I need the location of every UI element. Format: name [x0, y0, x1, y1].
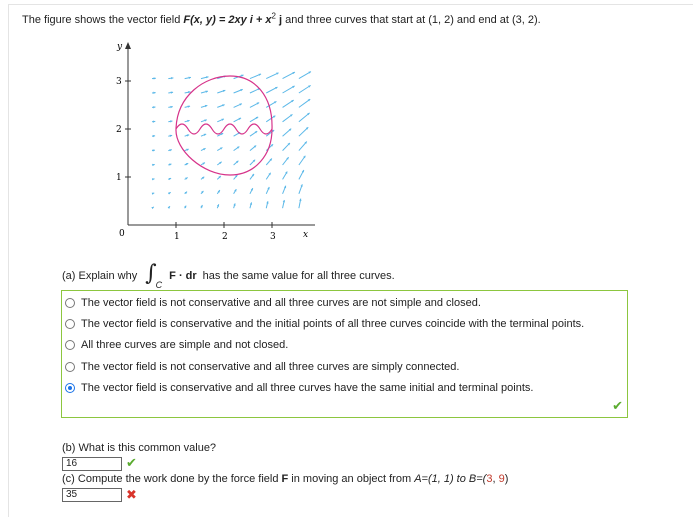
- choice-box: [61, 290, 628, 418]
- part-a-prefix: (a) Explain why: [62, 269, 138, 282]
- integrand: F · dr: [169, 269, 197, 282]
- choice-label: The vector field is conservative and all three curves have the same initial and terminal points.: [81, 382, 534, 394]
- part-b-answer-input[interactable]: 16: [62, 457, 122, 471]
- curve-lower-loop: [176, 129, 272, 175]
- field-arrowhead: [154, 77, 156, 79]
- part-b-question: (b) What is this common value?: [62, 442, 217, 454]
- cross-icon: ✖: [126, 487, 137, 502]
- curve-wavy: [176, 124, 272, 134]
- field-definition: F(x, y) = 2xy i + x: [183, 14, 272, 26]
- point-b-x: 3: [486, 473, 493, 485]
- check-icon: ✔: [126, 455, 137, 470]
- field-arrowhead: [153, 106, 155, 108]
- y-axis-arrowhead: [125, 42, 131, 49]
- origin-label: 0: [119, 229, 125, 239]
- x-tick-label: 2: [222, 232, 228, 242]
- check-icon: ✔: [612, 398, 623, 413]
- y-tick-label: 2: [116, 125, 122, 135]
- x-tick-label: 3: [270, 232, 276, 242]
- problem-statement: [22, 11, 541, 26]
- y-tick-label: 3: [116, 77, 122, 87]
- point-b-comma: ,: [492, 473, 499, 485]
- choice-1[interactable]: [65, 297, 481, 309]
- radio-button[interactable]: [65, 298, 75, 308]
- intro-text-end: and three curves that start at (1, 2) and end at (3, 2).: [282, 14, 541, 26]
- choice-4[interactable]: [65, 361, 459, 373]
- field-arrowhead: [151, 207, 153, 209]
- y-tick-label: 1: [116, 173, 122, 183]
- part-c-answer-input[interactable]: 35: [62, 488, 122, 502]
- radio-button[interactable]: [65, 340, 75, 350]
- point-b-suffix: ): [504, 473, 509, 485]
- choice-label: All three curves are simple and not closed.: [81, 339, 289, 351]
- choice-3[interactable]: [65, 339, 288, 351]
- curve-upper-loop: [176, 76, 272, 129]
- integral-subscript: C: [155, 279, 163, 290]
- radio-button[interactable]: [65, 362, 75, 372]
- choice-label: The vector field is not conservative and all three curves are simply connected.: [81, 361, 460, 373]
- x-axis-label: x: [303, 230, 309, 240]
- point-b-y: 9: [498, 473, 505, 485]
- part-c-question: [62, 473, 508, 485]
- part-c-text: (c) Compute the work done by the force field: [62, 473, 282, 485]
- point-a: A=(1, 1): [414, 473, 454, 485]
- part-c-to: to: [453, 473, 469, 485]
- intro-text: The figure shows the vector field: [22, 14, 184, 26]
- choice-2[interactable]: [65, 318, 584, 330]
- radio-button[interactable]: [65, 319, 75, 329]
- part-a-suffix: has the same value for all three curves.: [202, 269, 395, 282]
- choice-label: The vector field is not conservative and all three curves are not simple and closed.: [81, 297, 481, 309]
- vector-field-figure: [105, 40, 320, 245]
- part-c-text: in moving an object from: [288, 473, 415, 485]
- choice-5[interactable]: [65, 382, 533, 394]
- choice-label: The vector field is conservative and the initial points of all three curves coincide with the terminal points.: [81, 318, 585, 330]
- integral-sign: ∫: [145, 261, 157, 286]
- part-c-force: F: [281, 473, 289, 485]
- part-a-question: [62, 263, 395, 288]
- radio-button-selected[interactable]: [65, 383, 75, 393]
- field-tail: j: [275, 14, 283, 26]
- x-tick-label: 1: [174, 232, 180, 242]
- y-ticks: [116, 77, 131, 183]
- point-b-prefix: B=(: [468, 473, 487, 485]
- y-axis-label: y: [117, 42, 123, 52]
- field-arrows: [151, 72, 311, 210]
- field-exponent: 2: [271, 11, 276, 21]
- field-arrowhead: [153, 92, 155, 94]
